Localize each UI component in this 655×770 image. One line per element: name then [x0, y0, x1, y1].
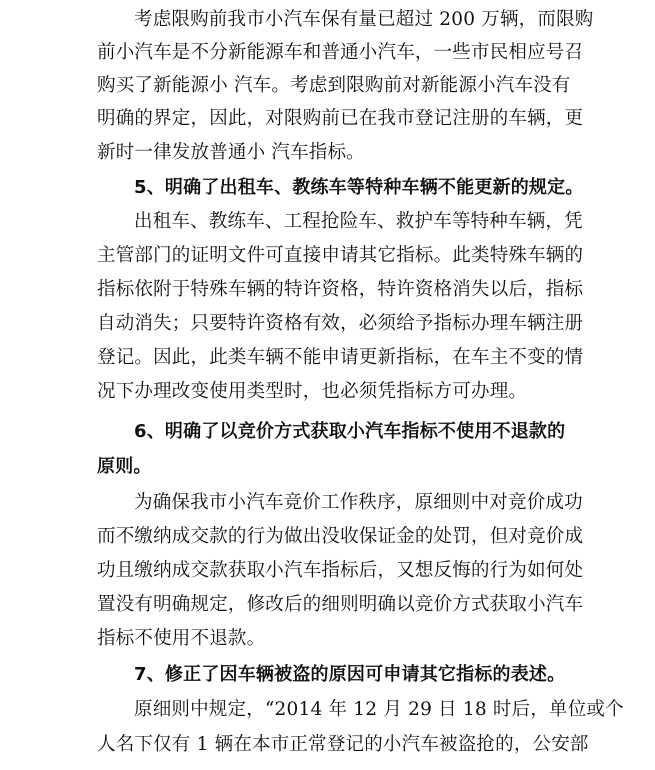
text-line: 新时一律发放普通小 汽车指标。 [97, 142, 365, 163]
text-line: 出租车、教练车、工程抢险车、救护车等特种车辆，凭 [134, 211, 583, 232]
text-line: 人名下仅有 1 辆在本市正常登记的小汽车被盗抢的，公安部 [97, 734, 589, 755]
text-line: 指标不使用不退款。 [97, 628, 266, 649]
text-line: 主管部门的证明文件可直接申请其它指标。此类特殊车辆的 [97, 245, 584, 266]
text-line: 置没有明确规定，修改后的细则明确以竞价方式获取小汽车 [97, 594, 584, 615]
text-line: 考虑限购前我市小汽车保有量已超过 200 万辆，而限购 [134, 9, 594, 30]
text-line: 登记。因此，此类车辆不能申请更新指标，在车主不变的情 [97, 347, 584, 368]
text-line: 而不缴纳成交款的行为做出没收保证金的处罚，但对竞价成 [97, 526, 584, 547]
text-line: 况下办理改变使用类型时，也必须凭指标方可办理。 [97, 381, 528, 402]
section-heading: 7、修正了因车辆被盗的原因可申请其它指标的表述。 [134, 664, 566, 685]
text-line: 指标依附于特殊车辆的特许资格，特许资格消失以后，指标 [97, 279, 584, 300]
text-line: 明确的界定，因此，对限购前已在我市登记注册的车辆，更 [97, 108, 584, 129]
text-line: 为确保我市小汽车竞价工作秩序，原细则中对竞价成功 [134, 492, 583, 513]
text-line: 购买了新能源小 汽车。考虑到限购前对新能源小汽车没有 [97, 75, 571, 96]
text-line: 原细则中规定，“2014 年 12 月 29 日 18 时后，单位或个 [134, 699, 624, 720]
text-line: 功且缴纳成交款获取小汽车指标后，又想反悔的行为如何处 [97, 560, 584, 581]
text-line: 自动消失；只要特许资格有效，必须给予指标办理车辆注册 [97, 313, 584, 334]
text-line: 前小汽车是不分新能源车和普通小汽车，一些市民相应号召 [97, 42, 584, 63]
section-heading: 原则。 [97, 456, 152, 477]
section-heading: 5、明确了出租车、教练车等特种车辆不能更新的规定。 [134, 177, 584, 198]
section-heading: 6、明确了以竞价方式获取小汽车指标不使用不退款的 [134, 421, 566, 442]
